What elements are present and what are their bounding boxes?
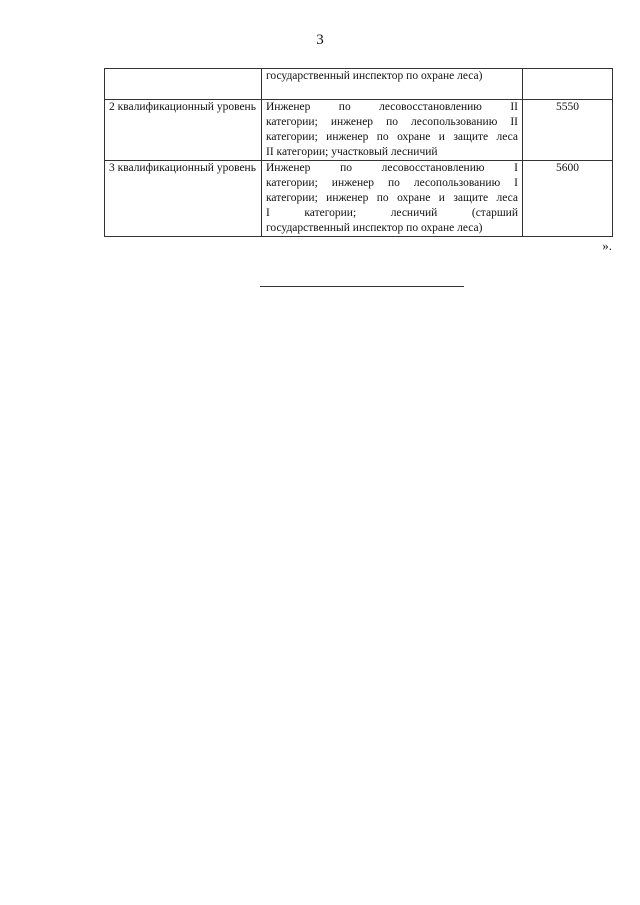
amount-cell — [523, 69, 613, 100]
positions-line: Инженер по лесовосстановлению II — [266, 101, 518, 113]
positions-line: категории; инженер по охране и защите леса — [266, 192, 518, 204]
amount-cell: 5600 — [523, 161, 613, 237]
positions-cell — [262, 161, 523, 237]
positions-cell — [262, 69, 523, 100]
table-row — [105, 69, 613, 100]
positions-cell — [262, 100, 523, 161]
page-number: 3 — [316, 32, 324, 48]
positions-line: категории; инженер по лесопользованию II — [266, 116, 518, 128]
positions-line: I категории; лесничий (старший — [266, 207, 518, 219]
positions-line: категории; инженер по охране и защите леса — [266, 131, 518, 143]
amount-cell: 5550 — [523, 100, 613, 161]
positions-line: II категории; участковый лесничий — [266, 146, 438, 158]
end-rule-divider — [260, 286, 464, 287]
level-cell — [105, 69, 262, 100]
positions-line: категории; инженер по лесопользованию I — [266, 177, 518, 189]
positions-line: государственный инспектор по охране леса) — [266, 70, 483, 82]
table-row — [105, 161, 613, 237]
table-row — [105, 100, 613, 161]
positions-line: государственный инспектор по охране леса) — [266, 222, 483, 234]
level-cell: 2 квалификационный уровень — [105, 100, 262, 161]
qualification-table — [104, 68, 613, 237]
level-cell: 3 квалификационный уровень — [105, 161, 262, 237]
closing-quote: ». — [602, 238, 612, 253]
positions-line: Инженер по лесовосстановлению I — [266, 162, 518, 174]
